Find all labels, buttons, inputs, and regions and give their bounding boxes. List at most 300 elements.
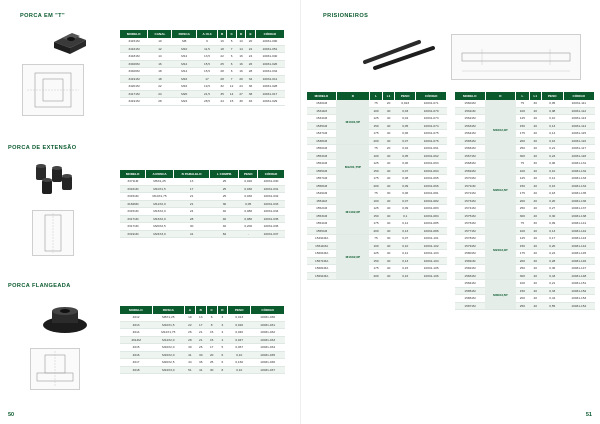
table-cell: 26 — [246, 60, 255, 68]
thread-group-cell: M24X3,0P — [485, 220, 516, 280]
table-cell: 0,17 — [541, 235, 563, 243]
table-cell: 12 — [227, 83, 236, 91]
table-cell: 10031-145 — [563, 250, 594, 258]
table-cell: 10031-101 — [416, 235, 447, 243]
table-cell: 18 — [148, 68, 172, 76]
table-cell: 150 — [369, 257, 382, 265]
table-cell: M14X2,0 — [152, 336, 184, 344]
table-row — [307, 137, 447, 145]
table-cell: 15551M — [307, 227, 336, 235]
table-cell: 10031-061 — [416, 145, 447, 153]
table-cell: 6 — [227, 60, 236, 68]
table-cell: 300 — [516, 152, 529, 160]
table-cell: 0,16 — [395, 272, 416, 280]
table-row — [307, 130, 447, 138]
table-cell: 0,013 — [228, 314, 251, 321]
table-cell: 4613 — [120, 321, 152, 329]
table-cell: 21 — [195, 329, 206, 337]
table-cell: 18 — [148, 75, 172, 83]
column-header: PESO — [239, 170, 258, 178]
table-cell: 25 — [210, 193, 239, 201]
table-row — [120, 208, 285, 216]
table-row — [120, 230, 285, 238]
table-cell: 40 — [383, 265, 395, 273]
table-cell: 13,5 — [197, 53, 218, 61]
table-cell: 15371M — [307, 130, 336, 138]
table-cell: 4614M — [120, 336, 152, 344]
table-cell: 100 — [516, 227, 529, 235]
table-cell: 40 — [529, 115, 541, 123]
table-cell: 10031-102 — [416, 242, 447, 250]
table-cell: 40 — [529, 302, 541, 310]
table-cell: 200 — [369, 182, 382, 190]
table-cell: 10031-118 — [563, 152, 594, 160]
table-cell: 0,10 — [395, 242, 416, 250]
table-row — [455, 145, 595, 153]
table-cell: 0,18 — [541, 190, 563, 198]
table-cell: 0,040 — [228, 329, 251, 337]
table-row — [455, 122, 595, 130]
table-cell: 15541M — [307, 160, 336, 168]
table-cell: 10031-133 — [563, 175, 594, 183]
porca-extensao-title: PORCA DE EXTENSÃO — [8, 145, 77, 151]
table-cell: 10031-040 — [255, 53, 284, 61]
table-cell: 32 — [246, 75, 255, 83]
porca-flangeada-title: PORCA FLANGEADA — [8, 283, 71, 289]
table-cell: 15381M — [307, 137, 336, 145]
table-cell: 19,5 — [197, 83, 218, 91]
table-cell: 10031-117 — [563, 145, 594, 153]
table-cell: 40 — [383, 272, 395, 280]
table-cell: 10031-151 — [563, 280, 594, 288]
table-cell: 10031-137 — [563, 205, 594, 213]
table-cell: 10 — [148, 38, 172, 45]
table-cell: 15 — [206, 329, 217, 337]
table-cell: 10031-131 — [563, 160, 594, 168]
table-cell: 15311M — [307, 107, 336, 115]
table-cell: 0,06 — [395, 160, 416, 168]
table-cell: 33151M — [120, 193, 146, 201]
table-row — [455, 220, 595, 228]
table-row — [120, 90, 285, 98]
table-cell: 40 — [383, 242, 395, 250]
table-cell: 0,44 — [541, 295, 563, 303]
table-cell: 26 — [195, 344, 206, 352]
table-cell: 7 — [227, 45, 236, 53]
table-cell: 175 — [516, 130, 529, 138]
table-cell: 15571M — [307, 175, 336, 183]
table-cell: 34181M — [120, 53, 148, 61]
table-cell: M12X1,75 — [152, 329, 184, 337]
table-cell: 0,067 — [228, 344, 251, 352]
table-cell: 5 — [227, 38, 236, 45]
table-cell: 100 — [369, 107, 382, 115]
table-cell: M24 — [172, 98, 197, 106]
table-cell: 0,09 — [541, 220, 563, 228]
porca-t-title: PORCA EM "T" — [20, 13, 66, 19]
table-cell: 200 — [369, 272, 382, 280]
table-cell: 34161M — [120, 45, 148, 53]
table-cell: 150 — [369, 167, 382, 175]
table-row — [307, 152, 447, 160]
column-header: A ±0.3 — [197, 30, 218, 38]
table-cell: 10031-138 — [563, 212, 594, 220]
table-cell: 0,080 — [239, 215, 258, 223]
table-cell: 40 — [529, 287, 541, 295]
table-cell: 15871M — [455, 302, 485, 310]
table-cell: M20X2,5 — [152, 359, 184, 367]
table-cell: 0,28 — [541, 257, 563, 265]
page-number-left: 50 — [8, 412, 15, 418]
table-cell: M24X3,0 — [152, 366, 184, 374]
table-cell: 0,08 — [541, 107, 563, 115]
table-row — [120, 83, 285, 91]
table-row — [120, 366, 285, 374]
table-cell: 33191M — [120, 230, 146, 238]
table-cell: M12 — [172, 53, 197, 61]
table-cell: 20 — [236, 75, 245, 83]
table-row — [455, 287, 595, 295]
column-header: MODELO — [455, 92, 485, 100]
table-cell: 40 — [383, 175, 395, 183]
table-cell: 0,13 — [395, 257, 416, 265]
table-cell: 0,160 — [228, 359, 251, 367]
table-cell: 0,20 — [541, 197, 563, 205]
table-row — [307, 235, 447, 243]
table-cell: 10031-135 — [563, 190, 594, 198]
thread-group-cell: M20X2,5P — [485, 160, 516, 220]
table-cell: 40 — [383, 152, 395, 160]
table-cell: 4616 — [120, 351, 152, 359]
table-row — [120, 314, 285, 321]
column-header: CÓDIGO — [258, 170, 285, 178]
table-cell: 100 — [516, 107, 529, 115]
table-cell: 10031-141 — [563, 220, 594, 228]
table-cell: 24 — [173, 208, 210, 216]
table-cell: 0,12 — [541, 175, 563, 183]
table-cell: 10031-106 — [416, 272, 447, 280]
table-cell: 30 — [383, 235, 395, 243]
table-cell: 10031-084 — [416, 212, 447, 220]
table-cell: 40 — [529, 190, 541, 198]
right-page — [300, 0, 600, 424]
table-cell: 0,24 — [541, 152, 563, 160]
table-cell: 36 — [195, 359, 206, 367]
table-cell: 0,12 — [395, 250, 416, 258]
table-cell: 0,05 — [239, 200, 258, 208]
porca-flangeada-table — [120, 306, 285, 374]
table-cell: 40 — [383, 212, 395, 220]
porca-t-table — [120, 30, 285, 106]
table-row — [120, 185, 285, 193]
extension-nut-photo — [30, 162, 78, 196]
table-cell: M12 — [172, 60, 197, 68]
table-cell: 40 — [383, 137, 395, 145]
table-cell: 40 — [529, 167, 541, 175]
table-cell: 40 — [529, 212, 541, 220]
t-nut-photo — [50, 30, 90, 56]
table-cell: 51 — [184, 366, 195, 374]
table-cell: 15861M — [455, 295, 485, 303]
table-cell: 10031-146 — [563, 257, 594, 265]
table-row — [307, 265, 447, 273]
table-cell: 30 — [184, 344, 195, 352]
table-cell: 13 — [236, 38, 245, 45]
table-cell: 150 — [516, 122, 529, 130]
page-number-right: 51 — [585, 412, 592, 418]
table-cell: 0,06 — [395, 190, 416, 198]
table-cell: 33406M — [120, 60, 148, 68]
table-cell: 150 — [516, 242, 529, 250]
table-cell: 10031-030 — [258, 178, 285, 185]
stud-table-right — [455, 92, 595, 310]
table-cell: 0,33 — [541, 287, 563, 295]
table-cell: 41 — [173, 230, 210, 238]
table-row — [120, 215, 285, 223]
table-cell: 10031-074 — [416, 122, 447, 130]
table-cell: 250 — [516, 205, 529, 213]
column-header: L1 — [383, 92, 395, 100]
table-cell: 15531M — [307, 152, 336, 160]
table-cell: 6 — [227, 53, 236, 61]
table-cell: 0,14 — [541, 130, 563, 138]
table-row — [307, 250, 447, 258]
table-cell: 25 — [206, 359, 217, 367]
table-cell: 40 — [383, 122, 395, 130]
table-cell: 10031-028 — [255, 83, 284, 91]
table-cell: 10031-113 — [563, 115, 594, 123]
column-header: D — [236, 30, 245, 38]
table-cell: 40 — [210, 223, 239, 231]
table-cell: 0,04 — [395, 115, 416, 123]
column-header: D — [336, 92, 369, 100]
table-cell: 28 — [184, 336, 195, 344]
table-cell: 15771M — [455, 227, 485, 235]
table-cell: 10031-076 — [416, 137, 447, 145]
table-row — [307, 122, 447, 130]
table-cell: 22 — [217, 53, 226, 61]
table-cell: 40 — [383, 130, 395, 138]
extension-nut-drawing — [32, 210, 74, 256]
column-header: D — [217, 306, 227, 314]
table-cell: 200 — [369, 137, 382, 145]
table-cell: 0,030 — [239, 193, 258, 201]
table-cell: 10031-148 — [563, 272, 594, 280]
table-cell: 10031-082 — [416, 197, 447, 205]
table-cell: 14 — [148, 53, 172, 61]
table-cell: 100 — [516, 167, 529, 175]
table-cell: 0,13 — [541, 122, 563, 130]
table-cell: 40 — [529, 227, 541, 235]
table-row — [307, 197, 447, 205]
table-cell: 30 — [529, 100, 541, 107]
table-cell: 22 — [184, 321, 195, 329]
flange-nut-drawing — [30, 348, 80, 390]
column-header: MODELO — [120, 170, 146, 178]
table-cell: 10031-031 — [258, 185, 285, 193]
table-row — [120, 98, 285, 106]
table-cell: 250 — [516, 145, 529, 153]
table-cell: 10031-066 — [416, 182, 447, 190]
table-cell: 10031-036 — [251, 359, 285, 367]
table-row — [455, 167, 595, 175]
table-cell: 4615 — [120, 344, 152, 352]
table-cell: 15621M — [455, 115, 485, 123]
table-cell: 17 — [197, 75, 218, 83]
table-cell: 100 — [369, 197, 382, 205]
table-cell: 12 — [148, 45, 172, 53]
table-cell: 75 — [516, 220, 529, 228]
table-cell: 10031-152 — [563, 287, 594, 295]
table-cell: 10031-081 — [416, 190, 447, 198]
table-cell: 15541M — [307, 220, 336, 228]
table-cell: 125 — [369, 115, 382, 123]
table-cell: 10031-031 — [251, 321, 285, 329]
table-cell: 30 — [206, 366, 217, 374]
table-cell: 0,047 — [228, 336, 251, 344]
table-cell: 16 — [236, 53, 245, 61]
table-cell: 175 — [516, 190, 529, 198]
table-cell: 0,06 — [541, 160, 563, 168]
table-cell: M14 — [172, 68, 197, 76]
column-header: PESO — [395, 92, 416, 100]
table-cell: 40 — [383, 115, 395, 123]
table-cell: 8 — [217, 366, 227, 374]
table-cell: 10031-136 — [563, 197, 594, 205]
table-cell: 10031-112 — [563, 107, 594, 115]
table-row — [307, 160, 447, 168]
table-cell: 15821M — [455, 265, 485, 273]
table-cell: 26 — [184, 329, 195, 337]
table-cell: 30 — [529, 220, 541, 228]
table-cell: 0,08 — [395, 175, 416, 183]
table-cell: 40 — [529, 182, 541, 190]
table-cell: 0,09 — [395, 182, 416, 190]
table-cell: 15751M — [455, 212, 485, 220]
table-cell: 100 — [516, 280, 529, 288]
table-cell: 125 — [369, 160, 382, 168]
table-cell: 10031-026 — [255, 60, 284, 68]
table-cell: 10031-132 — [563, 167, 594, 175]
table-cell: 11,5 — [197, 45, 218, 53]
table-cell: 17 — [206, 344, 217, 352]
table-cell: 100 — [369, 242, 382, 250]
table-cell: 15611MA — [307, 242, 336, 250]
table-cell: 34191M — [120, 98, 148, 106]
table-cell: 4618 — [120, 366, 152, 374]
table-cell: 40 — [529, 137, 541, 145]
table-cell: 40 — [383, 197, 395, 205]
table-cell: 0,16 — [541, 182, 563, 190]
table-row — [455, 242, 595, 250]
table-cell: 10031-147 — [563, 265, 594, 273]
table-cell: 10031-051 — [255, 45, 284, 53]
table-cell: 4612 — [120, 314, 152, 321]
table-cell: 125 — [516, 115, 529, 123]
table-cell: M8 — [172, 38, 197, 45]
column-header: CÓDIGO — [251, 306, 285, 314]
table-row — [307, 182, 447, 190]
table-cell: 30 — [529, 160, 541, 168]
table-cell: M20 — [172, 90, 197, 98]
table-cell: 16 — [236, 68, 245, 76]
thread-group-cell: M30X3,5P — [485, 280, 516, 310]
column-header: PESO — [228, 306, 251, 314]
table-row — [120, 75, 285, 83]
table-cell: 250 — [516, 302, 529, 310]
table-cell: 40 — [529, 235, 541, 243]
table-cell: 250 — [516, 265, 529, 273]
table-row — [307, 205, 447, 213]
column-header: C — [227, 30, 236, 38]
table-cell: 0,21 — [541, 145, 563, 153]
porca-extensao-table — [120, 170, 285, 238]
table-cell: M10X1,75 — [146, 193, 174, 201]
table-cell: 10031-116 — [563, 137, 594, 145]
table-cell: 15801M — [455, 250, 485, 258]
table-cell: 21,5 — [197, 90, 218, 98]
table-cell: 10031-017 — [255, 90, 284, 98]
table-row — [120, 321, 285, 329]
table-cell: 28 — [217, 75, 226, 83]
stud-drawing — [451, 34, 581, 80]
table-cell: 150 — [369, 212, 382, 220]
table-row — [455, 265, 595, 273]
table-cell: 40 — [529, 280, 541, 288]
table-cell: M16X2,0 — [152, 351, 184, 359]
table-cell: 10031-154 — [563, 302, 594, 310]
table-cell: 34151M — [120, 38, 148, 45]
table-cell: 40 — [529, 130, 541, 138]
column-header: E — [246, 30, 255, 38]
table-cell: 21 — [173, 193, 210, 201]
table-cell: 40 — [383, 250, 395, 258]
table-cell: M10 — [172, 45, 197, 53]
table-cell: 24 — [236, 83, 245, 91]
table-cell: 40 — [529, 257, 541, 265]
table-cell: 15721M — [455, 190, 485, 198]
table-cell: M16X2,0 — [146, 215, 174, 223]
table-cell: 10031-035 — [251, 351, 285, 359]
table-cell: 3 — [217, 321, 227, 329]
table-cell: 0,020 — [239, 178, 258, 185]
table-cell: 22 — [246, 45, 255, 53]
column-header: A ROSCA — [146, 170, 174, 178]
t-nut-drawing — [22, 64, 84, 116]
table-row — [120, 336, 285, 344]
table-cell: 15691M — [455, 167, 485, 175]
table-cell: 15741M — [455, 205, 485, 213]
table-cell: 40 — [529, 175, 541, 183]
table-cell: 0,21 — [541, 280, 563, 288]
table-row — [307, 272, 447, 280]
table-row — [307, 100, 447, 107]
table-cell: 40 — [383, 167, 395, 175]
table-cell: 150 — [516, 182, 529, 190]
column-header: MODELO — [120, 306, 152, 314]
table-row — [455, 130, 595, 138]
table-cell: 17 — [173, 185, 210, 193]
column-header: ROSCA — [152, 306, 184, 314]
table-cell: 15491M — [307, 190, 336, 198]
table-row — [455, 212, 595, 220]
table-cell: 30 — [236, 98, 245, 106]
thread-group-cell: M16X2,0P — [485, 100, 516, 160]
table-cell: M16 — [172, 83, 197, 91]
table-cell: 125 — [516, 175, 529, 183]
stud-photo — [359, 36, 439, 72]
column-header: L — [516, 92, 529, 100]
